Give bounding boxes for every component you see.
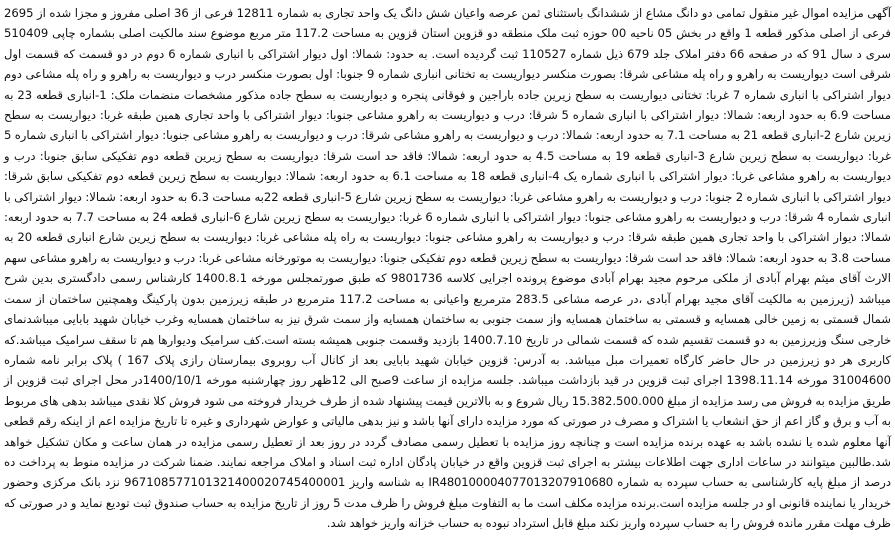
auction-notice-text: آگهی مزایده اموال غیر منقول تمامی دو دانگ مشاع از ششدانگ باستثنای ثمن عرصه واعیان شش دانگ یک واحد تجاری به شماره 12811 فرعی از 36 اصلی مفروز و مجزا شده از 2695 فرعی از اصلی مذکور قطعه 1 واقع در بخش 05 ناحیه 00 حوزه ثبت ملک منطقه دو قزوین استان قزوین به مساحت 117.2 متر مربع موضوع سند مالکیت اصلی بشماره چاپی 510409 سری د سال 91 که در صفحه 66 دفتر املاک جلد 679 ذیل شماره 110527 ثبت گردیده است. به حدود: شمالا: اول دیوار اشتراکی با انباری شماره 6 دوم در دو قسمت که قسمت اول شرقی است دیواریست به راهرو و راه پله مشاعی شرقا: بصورت منکسر دیواریست به تختانی انباری شماره 9 جنوبا: اول بصورت منکسر درب و دیواریست به راهرو و راه پله مشاعی دوم دیوار اشتراکی با انباری شماره 7 غربا: تختانی دیواریست به سطح زیرین جاده باراجین و فوقانی پنجره و دیواریست به سطح جاده مذکور مشخصات منضمات ملک: 1-انباری قطعه 23 به مساحت 6.9 به حدود اربعه: شمالا: دیوار اشتراکی با انباری شماره 5 شرقا: درب و دیواریست به راهرو مشاعی جنوبا: دیوار اشتراکی با واحد تجاری همین طبقه غربا: دیواریست به سطح زیرین شارع 2-انباری قطعه 21 به مساحت 7.1 به حدود اربعه: شمالا: درب و دیواریست به راهرو مشاعی شرقا: درب و دیواریست به راهرو مشاعی جنوبا: دیوار اشتراکی با انباری شماره 5 غربا: دیواریست به سطح زیرین شارع 3-انباری قطعه 19 به مساحت 4.5 به حدود اربعه: شمالا: فاقد حد است شرقا: دیواریست به سطح زیرین قطعه دوم تفکیکی سابق جنوبا: درب و دیواریست به راهرو مشاعی غربا: دیوار اشتراکی با انباری شماره یک 4-انباری قطعه 18 به مساحت 6.1 به حدود اربعه: شمالا: دیواریست به سطح زیرین قطعه دوم تفکیکی سابق شرقا: دیوار اشتراکی با انباری شماره 2 جنوبا: درب و دیواریست به راهرو مشاعی غربا: دیواریست به سطح زیرین شارع 5-انباری قطعه 22به مساحت 6.3 به حدود اربعه: شمالا: دیوار اشتراکی با انباری شماره 4 شرقا: درب و دیواریست به راهرو مشاعی جنوبا: دیوار اشتراکی با انباری شماره 6 غربا: دیواریست به سطح زیرین شارع 6-انباری قطعه 24 به مساحت 7.7 به حدود اربعه: شمالا: دیوار اشتراکی با واحد تجاری همین طبقه شرقا: درب و دیواریست به راهرو مشاعی جنوبا: دیواریست به راه پله مشاعی غربا: دیواریست به سطح زیرین شارع انباری قطعه 20 به مساحت 3.8 به حدود اربعه: شمالا: فاقد حد است شرقا: دیواریست به سطح زیرین قطعه دوم تفکیکی جنوبا: دیواریست به موتورخانه مشاعی غربا: درب و دیواریست به راهرو مشاعی سهم الارث آقای میثم بهرام آبادی از ملکی مرحوم مجید بهرام آبادی موضوع پرونده اجرایی کلاسه 9801736 که طبق صورتمجلس مورخه 1400.8.1 کارشناس رسمی دادگستری بدین شرح میباشد (زیرزمین به مالکیت آقای مجید بهرام آبادی ،در عرصه مشاعی 283.5 مترمربع واعیانی به مساحت 117.2 مترمربع در طبقه زیرزمین بدون پارکینگ وهمچنین ساختمان از سمت شمال قسمتی به زمین خالی همسایه و قسمتی به ساختمان همسایه واز سمت جنوبی به ساختمان همسایه واز سمت شرق نیز به ساختمان همسایه وغرب خیابان شهید بابایی میباشدنمای خارجی سنگ وزیرزمین به دو قسمت تقسیم شده که قسمت شمالی در تاریخ 1400.7.10 بازدید وقسمت جنوبی همیشه بسته است.کف سرامیک ودیوارها هم تا سقف سرامیک میباشد.که کاربری هر دو زیرزمین در حال حاضر کارگاه تعمیرات مبل میباشد. به آدرس: قزوین خیابان شهید بابایی بعد از کانال آب روبروی بیمارستان رازی پلاک 167 ) پلاک برابر نامه شماره 31004600 مورخه 1398.11.14 اجرای ثبت قزوین در قید بازداشت میباشد. جلسه مزایده از ساعت 9صبح الی 12ظهر روز چهارشنبه مورخه 1400/10/1در محل اجرای ثبت قزوین از طریق مزایده به فروش می رسد مزایده از مبلغ 15.382.500.000 ریال شروع و به بالاترین قیمت پیشنهاد شده از طرف خریدار فروخته می شود فروش کلا نقدی میباشد بدهی های مربوط به آب و برق و گاز اعم از حق انشعاب یا اشتراک و مصرف در صورتی که مورد مزایده دارای آنها باشد و نیز بدهی مالیاتی و عوارض شهرداری و غیره تا تاریخ مزایده اعم از اینکه رقم قطعی آنها معلوم شده یا نشده باشد به عهده برنده مزایده است و چنانچه روز مزایده با تعطیل رسمی مصادف گردد در روز بعد از تعطیل رسمی مزایده در همان ساعت و مکان تشکیل خواهد شد.طالبین میتوانند در ساعات اداری جهت اطلاعات بیشتر به اجرای ثبت قزوین واقع در خیابان پادگان اداره ثبت اسناد و املاک مراجعه نمایند. ضمنا شرکت در مزایده منوط به پرداخت ده درصد از مبلغ پایه کارشناسی به حساب سپرده به شماره IR480100004077013207910680 به شناسه واریز 967108577101321400020745400001 نزد بانک مرکزی وحضور خریدار یا نماینده قانونی او در جلسه مزایده است.برنده مزایده مکلف است ما به التفاوت مبلغ فروش را ظرف مدت 5 روز از تاریخ مزایده به حساب صندوق ثبت تودیع نماید و در صورتی که ظرف مهلت مقرر مانده فروش را به حساب سپرده واریز نکند مبلغ قابل استرداد نبوده به حساب خزانه واریز خواهد شد. — [4, 6, 892, 531]
